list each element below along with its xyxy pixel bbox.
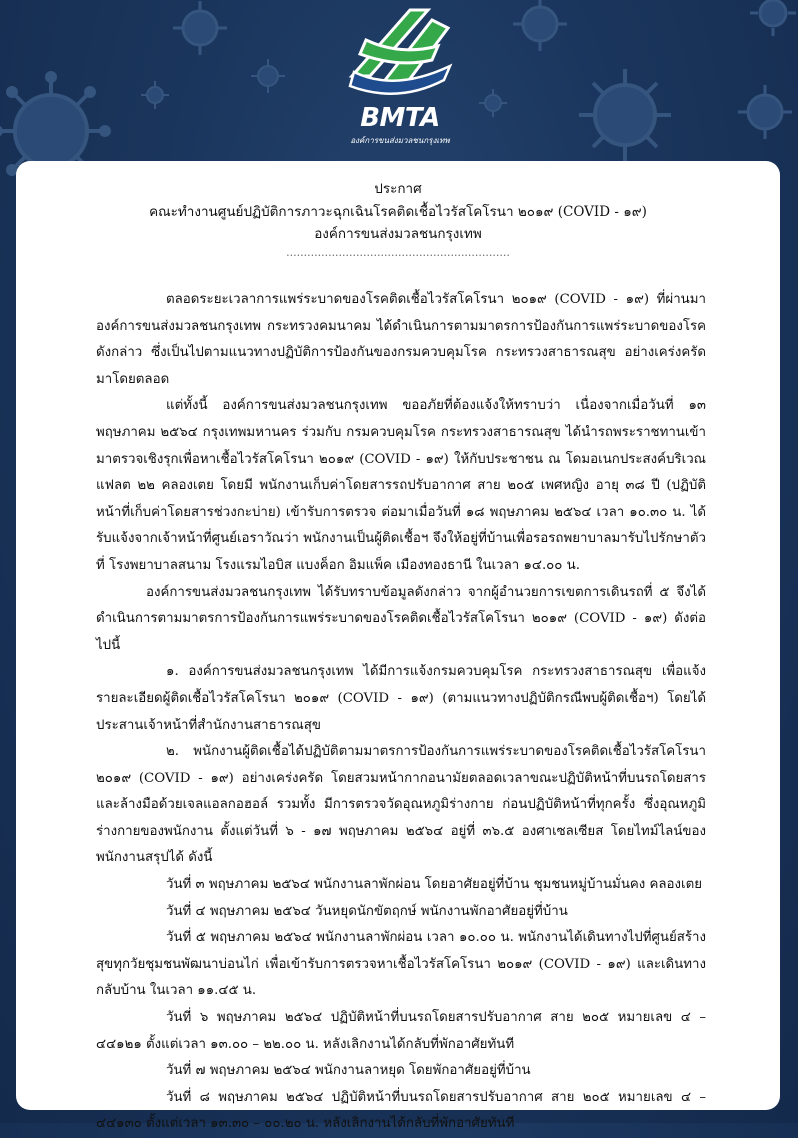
virus-decoration-far-right	[735, 82, 795, 142]
timeline-item: วันที่ ๗ พฤษภาคม ๒๕๖๔ พนักงานลาหยุด โดยพักอาศัยอยู่ที่บ้าน	[166, 1063, 531, 1079]
announcement-body	[96, 287, 706, 1138]
paragraph-intro: ตลอดระยะเวลาการแพร่ระบาดของโรคติดเชื้อไวรัสโคโรนา ๒๐๑๙ (COVID - ๑๙) ที่ผ่านมาองค์การขนส่งมวลชนกรุงเทพ กระทรวงคมนาคม ได้ดำเนินการตามมาตรการป้องกันการแพร่ระบาดของโรคดังกล่าว ซึ่งเป็นไปตามแนวทางปฏิบัติการป้องกันของกรมควบคุมโรค กระทรวงสาธารณสุข อย่างเคร่งครัดมาโดยตลอด	[96, 292, 706, 387]
header-divider: ................................................................	[286, 245, 510, 259]
timeline-item: วันที่ ๘ พฤษภาคม ๒๕๖๔ ปฏิบัติหน้าที่บนรถโดยสารปรับอากาศ สาย ๒๐๕ หมายเลข ๔ – ๔๔๑๓๐ ตั้งแต่เวลา ๑๓.๓๐ – ๐๐.๒๐ น. หลังเลิกงานได้กลับที่พักอาศัยทันที	[96, 1089, 706, 1132]
bmta-logo	[340, 6, 460, 148]
paragraph-action: องค์การขนส่งมวลชนกรุงเทพ ได้รับทราบข้อมูลดังกล่าว จากผู้อำนวยการเขตการเดินรถที่ ๕ จึงได้ดำเนินการตามมาตรการป้องกันการแพร่ระบาดของโรคติดเชื้อไวรัสโคโรนา ๒๐๑๙ (COVID - ๑๙) ดังต่อไปนี้	[96, 584, 706, 653]
virus-decoration-top-right	[510, 0, 570, 54]
announcement-committee: คณะทำงานศูนย์ปฏิบัติการภาวะฉุกเฉินโรคติดเชื้อไวรัสโคโรนา ๒๐๑๙ (COVID - ๑๙)	[149, 203, 647, 220]
bmta-logo-text: BMTA	[360, 103, 440, 133]
timeline-item: วันที่ ๓ พฤษภาคม ๒๕๖๔ พนักงานลาพักผ่อน โดยอาศัยอยู่ที่บ้าน ชุมชนหมู่บ้านมั่นคง คลองเตย	[166, 877, 703, 893]
virus-decoration-right	[575, 65, 675, 165]
paragraph-measure-2: ๒. พนักงานผู้ติดเชื้อได้ปฏิบัติตามมาตรการป้องกันการแพร่ระบาดของโรคติดเชื้อไวรัสโคโรนา ๒๐๑๙ (COVID - ๑๙) อย่างเคร่งครัด โดยสวมหน้ากากอนามัยตลอดเวลาขณะปฏิบัติหน้าที่บนรถโดยสาร และล้างมือด้วยเจลแอลกอฮอล์ รวมทั้ง มีการตรวจวัดอุณหภูมิร่างกาย ก่อนปฏิบัติหน้าที่ทุกครั้ง ซึ่งอุณหภูมิร่างกายของพนักงาน ตั้งแต่วันที่ ๖ - ๑๗ พฤษภาคม ๒๕๖๔ อยู่ที่ ๓๖.๕ องศาเซลเซียส โดยไทม์ไลน์ของพนักงานสรุปได้ ดังนี้	[96, 744, 706, 866]
virus-decoration-mid-left	[250, 58, 286, 94]
timeline-item: วันที่ ๔ พฤษภาคม ๒๕๖๔ วันหยุดนักขัตฤกษ์ พนักงานพักอาศัยอยู่ที่บ้าน	[166, 903, 568, 919]
bmta-logo-subtitle: องค์การขนส่งมวลชนกรุงเทพ	[350, 136, 450, 145]
timeline-item: วันที่ ๖ พฤษภาคม ๒๕๖๔ ปฏิบัติหน้าที่บนรถโดยสารปรับอากาศ สาย ๒๐๕ หมายเลข ๔ – ๔๔๑๒๑ ตั้งแต่เวลา ๑๓.๐๐ – ๒๒.๐๐ น. หลังเลิกงานได้กลับที่พักอาศัยทันที	[96, 1010, 706, 1052]
announcement-title: ประกาศ	[374, 181, 422, 197]
virus-decoration-small-left	[140, 80, 170, 110]
virus-decoration-top-far-right	[748, 0, 798, 38]
announcement-organization: องค์การขนส่งมวลชนกรุงเทพ	[314, 226, 482, 242]
paragraph-incident: แต่ทั้งนี้ องค์การขนส่งมวลชนกรุงเทพ ขออภัยที่ต้องแจ้งให้ทราบว่า เนื่องจากเมื่อวันที่ ๑๓ พฤษภาคม ๒๕๖๔ กรุงเทพมหานคร ร่วมกับ กรมควบคุมโรค กระทรวงสาธารณสุข ได้นำรถพระราชทานเข้ามาตรวจเชิงรุกเพื่อหาเชื้อไวรัสโคโรนา ๒๐๑๙ (COVID - ๑๙) ให้กับประชาชน ณ โดมอเนกประสงค์บริเวณแฟลต ๒๒ คลองเตย โดยมี พนักงานเก็บค่าโดยสารรถปรับอากาศ สาย ๒๐๕ เพศหญิง อายุ ๓๘ ปี (ปฏิบัติหน้าที่เก็บค่าโดยสารช่วงกะบ่าย) เข้ารับการตรวจ ต่อมาเมื่อวันที่ ๑๘ พฤษภาคม ๒๕๖๔ เวลา ๑๐.๓๐ น. ได้รับแจ้งจากเจ้าหน้าที่ศูนย์เอราวัณว่า พนักงานเป็นผู้ติดเชื้อฯ จึงให้อยู่ที่บ้านเพื่อรอรถพยาบาลมารับไปรักษาตัวที่ โรงพยาบาลสนาม โรงแรมไอบิส แบงค็อก อิมแพ็ค เมืองทองธานี ในเวลา ๑๔.๐๐ น.	[96, 398, 706, 573]
paragraph-measure-1: ๑. องค์การขนส่งมวลชนกรุงเทพ ได้มีการแจ้งกรมควบคุมโรค กระทรวงสาธารณสุข เพื่อแจ้งรายละเอียดผู้ติดเชื้อไวรัสโคโรนา ๒๐๑๙ (COVID - ๑๙) (ตามแนวทางปฏิบัติกรณีพบผู้ติดเชื้อฯ) โดยได้ประสานเจ้าหน้าที่สำนักงานสาธารณสุข	[96, 664, 706, 733]
virus-decoration-small-right	[478, 88, 508, 118]
bmta-logo-emblem	[340, 6, 460, 106]
announcement-header	[16, 178, 780, 262]
virus-decoration-top-left	[170, 0, 230, 58]
timeline-item: วันที่ ๕ พฤษภาคม ๒๕๖๔ พนักงานลาพักผ่อน เวลา ๑๐.๐๐ น. พนักงานได้เดินทางไปที่ศูนย์สร้างสุขทุกวัยชุมชนพัฒนาบ่อนไก่ เพื่อเข้ารับการตรวจหาเชื้อไวรัสโคโรนา ๒๐๑๙ (COVID - ๑๙) และเดินทางกลับบ้าน ในเวลา ๑๑.๔๕ น.	[96, 930, 706, 999]
announcement-card	[16, 161, 780, 1132]
